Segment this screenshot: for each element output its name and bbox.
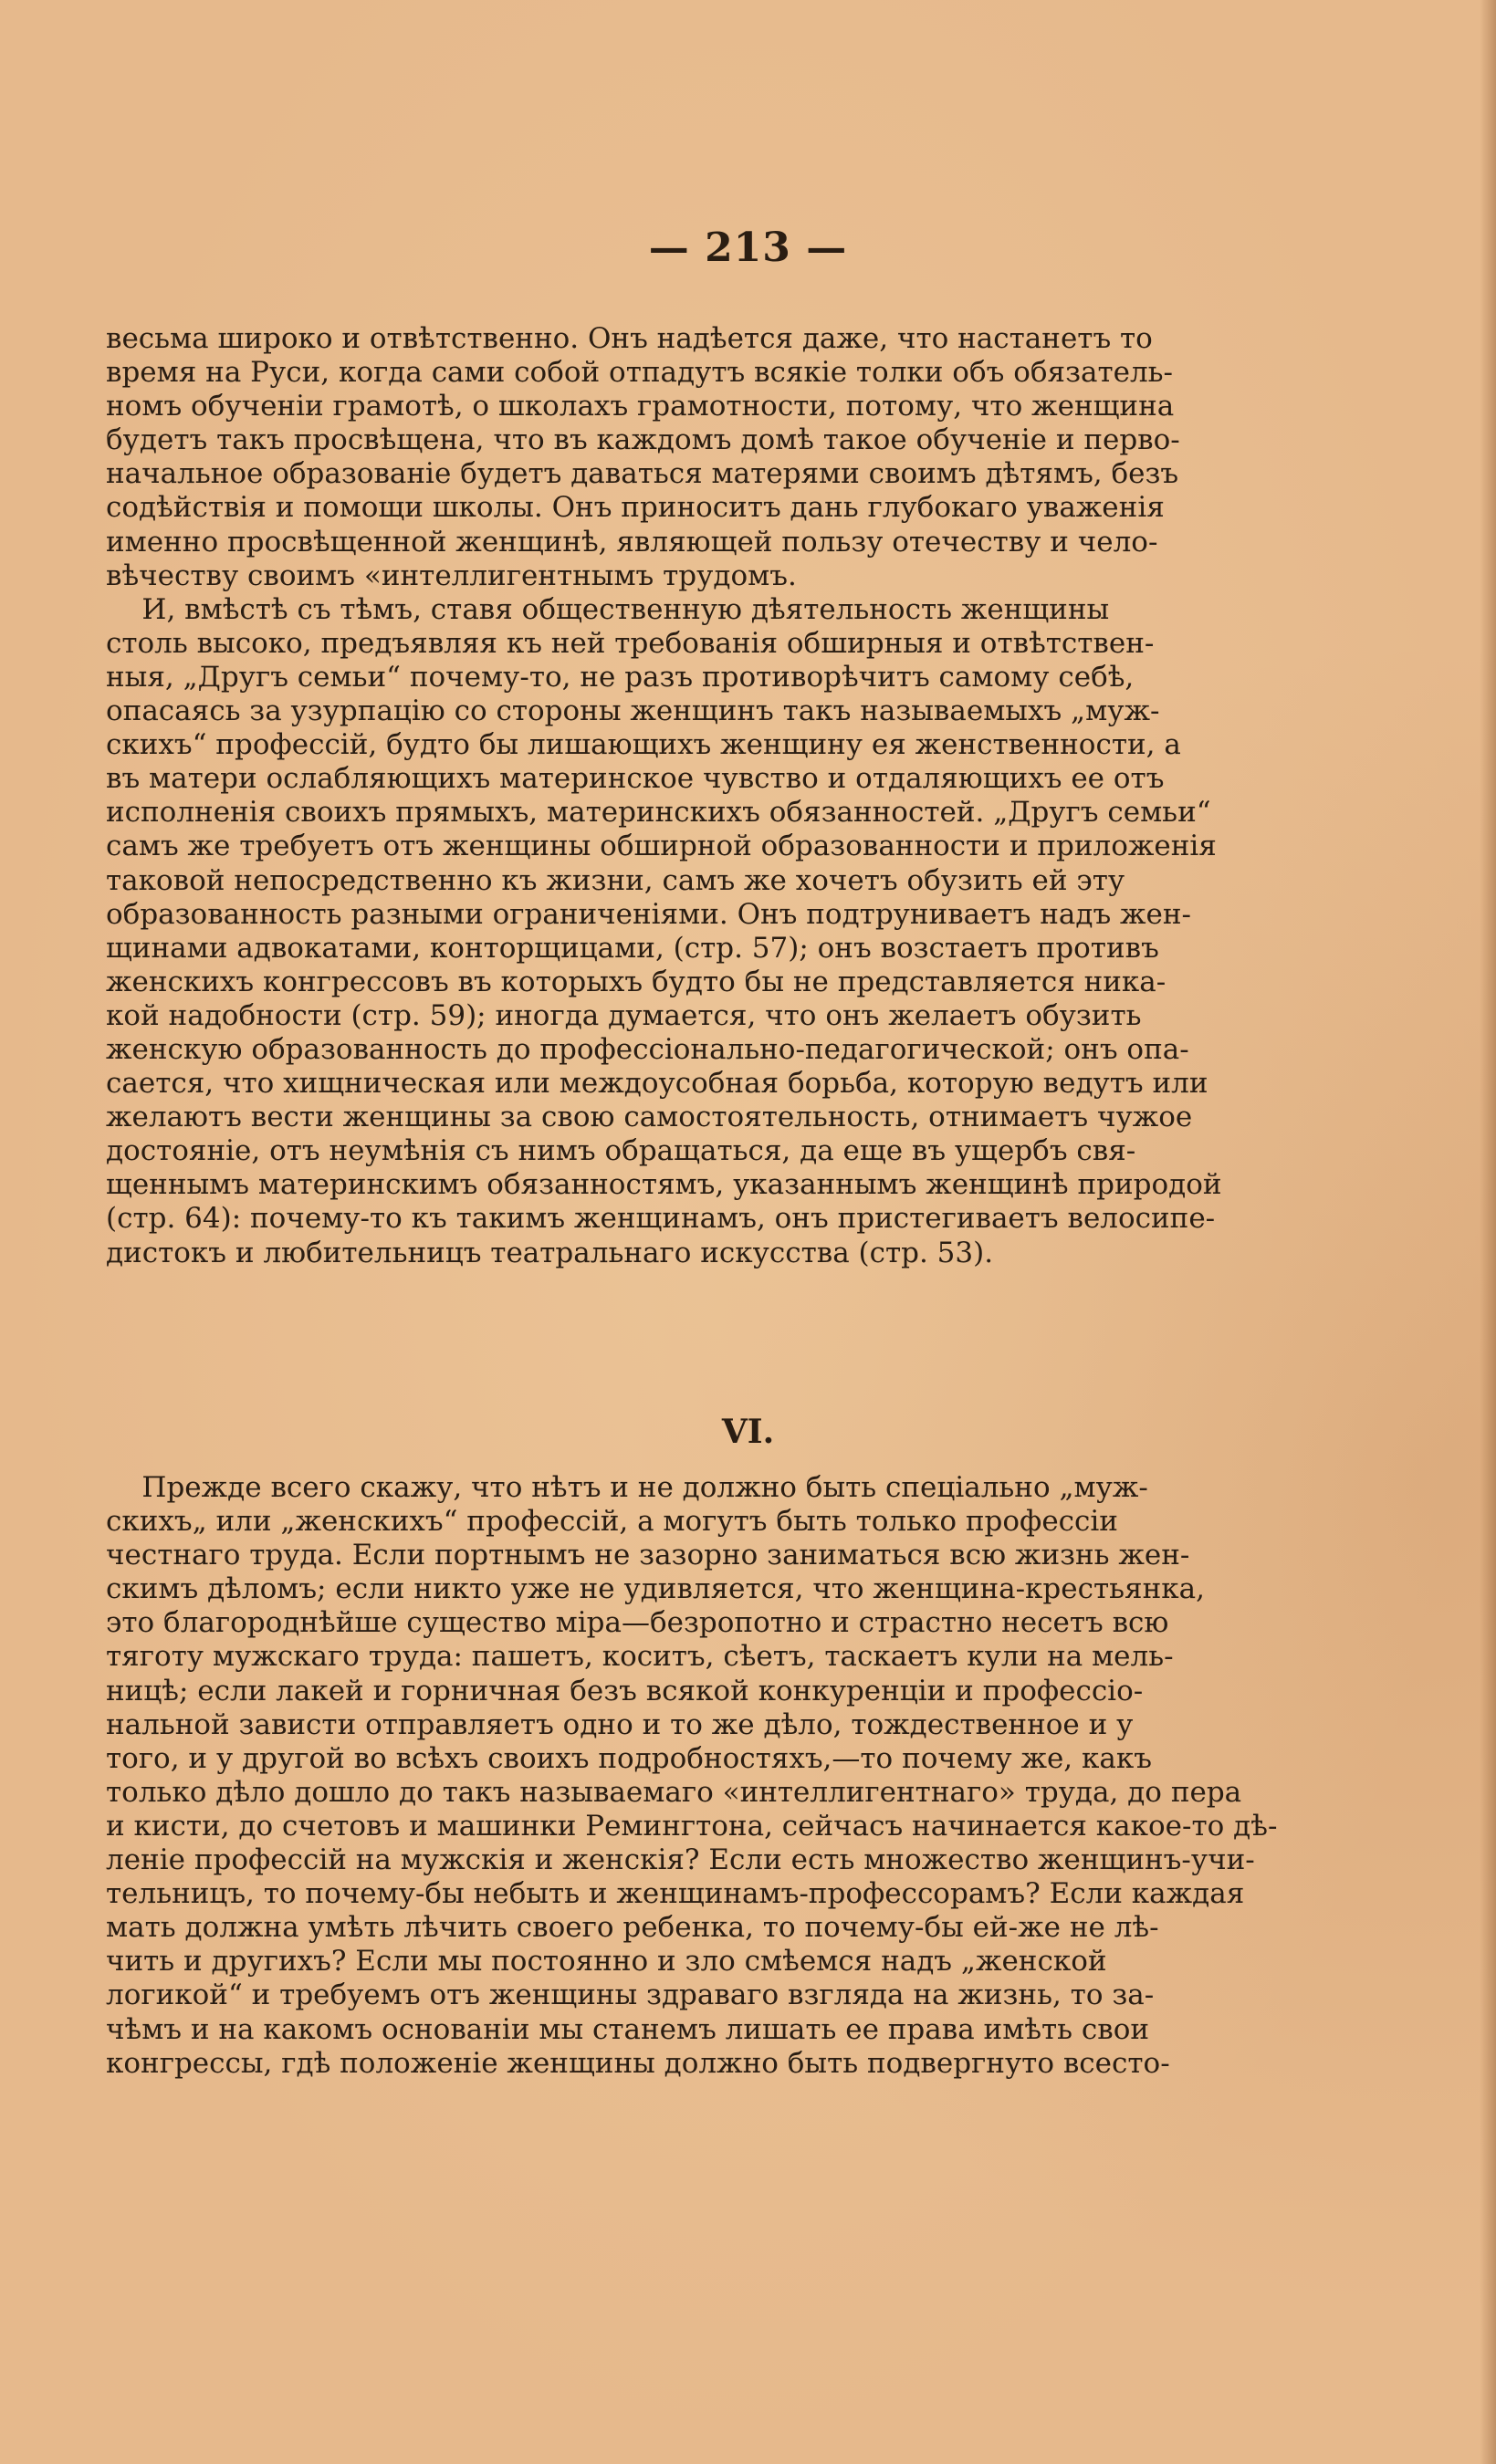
page-number: — 213 — xyxy=(648,224,848,271)
body-text-top: весьма широко и отвѣтственно. Онъ надѣется даже, что настанетъ то время на Руси, когда сами собой отпадутъ всякіе толки объ обязатель- номъ обученіи грамотѣ, о школахъ грамотности, потому, что женщина будетъ такъ просвѣщена, что въ каждомъ домѣ такое обученіе и перво- начальное образованіе будетъ даваться матерями своимъ дѣтямъ, безъ содѣйствія и помощи школы. Онъ приноситъ дань глубокаго уваженія именно просвѣщенной женщинѣ, являющей пользу отечеству и чело- вѣчеству своимъ «интеллигентнымъ трудомъ. И, вмѣстѣ съ тѣмъ, ставя общественную дѣятельность женщины столь высоко, предъявляя къ ней требованія обширныя и отвѣтствен- ныя, „Другъ семьи“ почему-то, не разъ противорѣчитъ самому себѣ, опасаясь за узурпацію со стороны женщинъ такъ называемыхъ „муж- скихъ“ профессій, будто бы лишающихъ женщину ея женственности, а въ матери ослабляющихъ материнское чувство и отдаляющихъ ее отъ исполненія своихъ прямыхъ, материнскихъ обязанностей. „Другъ семьи“ самъ же требуетъ отъ женщины обширной образованности и приложенія таковой непосредственно къ жизни, самъ же хочетъ обузить ей эту образованность разными ограниченіями. Онъ подтруниваетъ надъ жен- щинами адвокатами, конторщицами, (стр. 57); онъ возстаетъ противъ женскихъ конгрессовъ въ которыхъ будто бы не представляется ника- кой надобности (стр. 59); иногда думается, что онъ желаетъ обузить женскую образованность до профессіонально-педагогической; онъ опа- сается, что хищническая или междоусобная борьба, которую ведутъ или желаютъ вести женщины за свою самостоятельность, отнимаетъ чужое достояніе, отъ неумѣнія съ нимъ обращаться, да еще въ ущербъ свя- щеннымъ материнскимъ обязанностямъ, указаннымъ женщинѣ природой (стр. 64): почему-то къ такимъ женщинамъ, онъ пристегиваетъ велосипе- дистокъ и любительницъ театральнаго искусства (стр. 53). xyxy=(106,322,1222,1269)
page-edge-shadow xyxy=(1480,0,1496,2464)
section-heading: VI. xyxy=(721,1413,775,1451)
body-text-bottom: Прежде всего скажу, что нѣтъ и не должно быть спеціально „муж- скихъ„ или „женскихъ“ профессій, а могутъ быть только профессіи честнаго труда. Если портнымъ не зазорно заниматься всю жизнь жен- скимъ дѣломъ; если никто уже не удивляется, что женщина-крестьянка, это благороднѣйше существо міра—безропотно и страстно несетъ всю тяготу мужскаго труда: пашетъ, коситъ, сѣетъ, таскаетъ кули на мель- ницѣ; если лакей и горничная безъ всякой конкуренціи и профессіо- нальной зависти отправляетъ одно и то же дѣло, тождественное и у того, и у другой во всѣхъ своихъ подробностяхъ,—то почему же, какъ только дѣло дошло до такъ называемаго «интеллигентнаго» труда, до пера и кисти, до счетовъ и машинки Ремингтона, сейчасъ начинается какое-то дѣ- леніе профессій на мужскія и женскія? Если есть множество женщинъ-учи- тельницъ, то почему-бы небыть и женщинамъ-профессорамъ? Если каждая мать должна умѣть лѣчить своего ребенка, то почему-бы ей-же не лѣ- чить и другихъ? Если мы постоянно и зло смѣемся надъ „женской логикой“ и требуемъ отъ женщины здраваго взгляда на жизнь, то за- чѣмъ и на какомъ основаніи мы станемъ лишать ее права имѣть свои конгрессы, гдѣ положеніе женщины должно быть подвергнуто всесто- xyxy=(106,1471,1278,2080)
